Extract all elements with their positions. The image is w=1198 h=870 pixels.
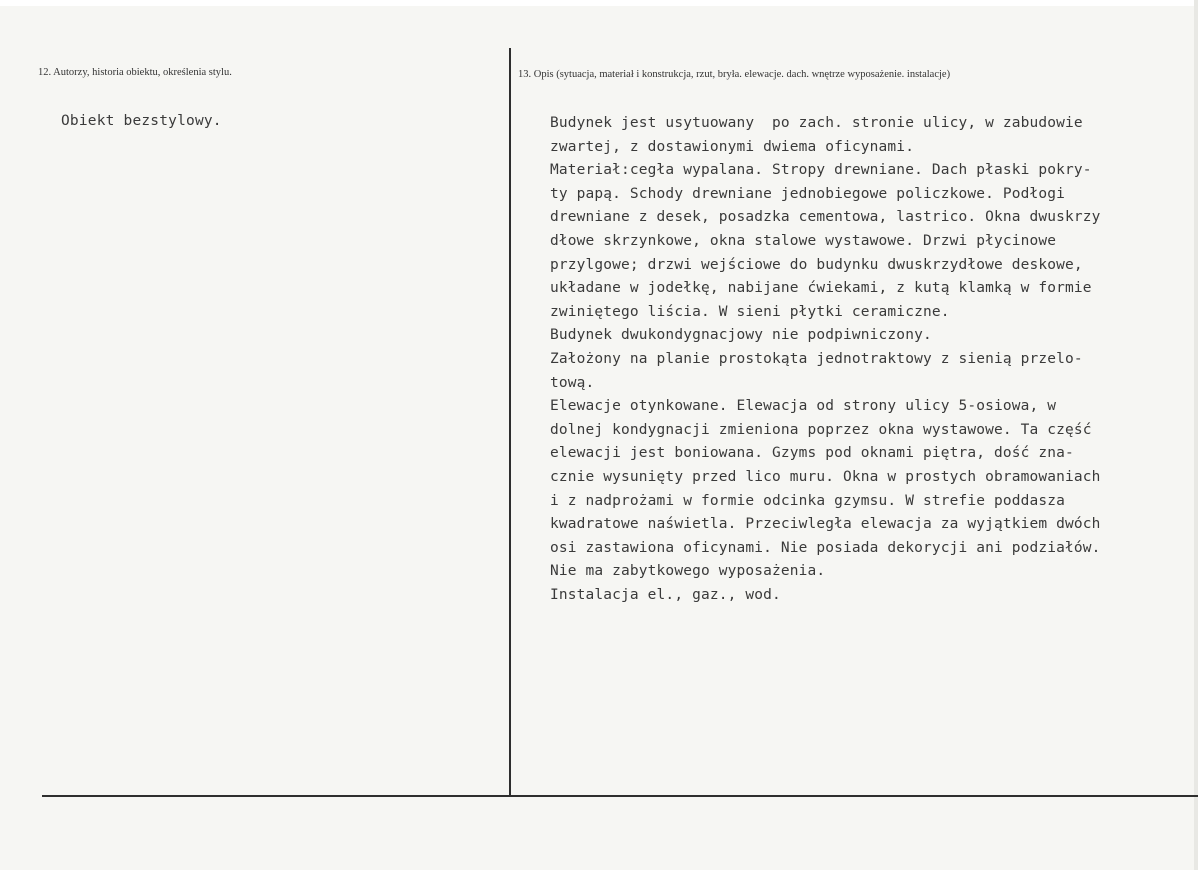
description-line: Instalacja el., gaz., wod. xyxy=(550,586,781,603)
description-line: Budynek jest usytuowany po zach. stronie ulicy, w zabudowie xyxy=(550,115,1083,131)
section-12-label: 12. Autorzy, historia obiektu, określenia stylu. xyxy=(38,67,232,78)
description-body xyxy=(550,112,1198,607)
description-line: tową. xyxy=(550,374,595,391)
description-line: Nie ma zabytkowego wyposażenia. xyxy=(550,563,826,580)
description-line: dolnej kondygnacji zmieniona poprzez okna wystawowe. Ta część xyxy=(550,421,1092,438)
description-line: ty papą. Schody drewniane jednobiegowe policzkowe. Podłogi xyxy=(550,185,1066,202)
description-line: zwartej, z dostawionymi dwiema oficynami. xyxy=(550,138,915,155)
description-line: dłowe skrzynkowe, okna stalowe wystawowe. Drzwi płycinowe xyxy=(550,232,1057,249)
bottom-rule xyxy=(42,795,1198,797)
description-line: osi zastawiona oficynami. Nie posiada dekorycji ani podziałów. xyxy=(550,539,1101,556)
description-line: cznie wysunięty przed lico muru. Okna w prostych obramowaniach xyxy=(550,468,1101,485)
description-line: i z nadprożami w formie odcinka gzymsu. W strefie poddasza xyxy=(550,492,1066,509)
description-line: zwiniętego liścia. W sieni płytki ceramiczne. xyxy=(550,303,950,320)
description-line: przylgowe; drzwi wejściowe do budynku dwuskrzydłowe deskowe, xyxy=(550,256,1083,273)
description-line: Elewacje otynkowane. Elewacja od strony ulicy 5-osiowa, w xyxy=(550,398,1057,415)
description-line: Założony na planie prostokąta jednotraktowy z sienią przelo- xyxy=(550,350,1083,367)
description-line: Budynek dwukondygnacjowy nie podpiwniczony. xyxy=(550,327,932,344)
style-description-text: Obiekt bezstylowy. xyxy=(61,113,222,129)
card-top-edge xyxy=(0,0,1198,6)
description-line: układane w jodełkę, nabijane ćwiekami, z kutą klamką w formie xyxy=(550,280,1092,297)
section-13-label: 13. Opis (sytuacja, materiał i konstrukcja, rzut, bryła. elewacje. dach. wnętrze wyposażenie. instalacje) xyxy=(518,69,951,80)
description-line: drewniane z desek, posadzka cementowa, lastrico. Okna dwuskrzy xyxy=(550,209,1101,226)
description-line: Materiał:cegła wypalana. Stropy drewniane. Dach płaski pokry- xyxy=(550,162,1092,179)
description-line: elewacji jest boniowana. Gzyms pod oknami piętra, dość zna- xyxy=(550,445,1074,462)
description-line: kwadratowe naświetla. Przeciwległa elewacja za wyjątkiem dwóch xyxy=(550,516,1101,533)
column-divider xyxy=(509,48,511,796)
